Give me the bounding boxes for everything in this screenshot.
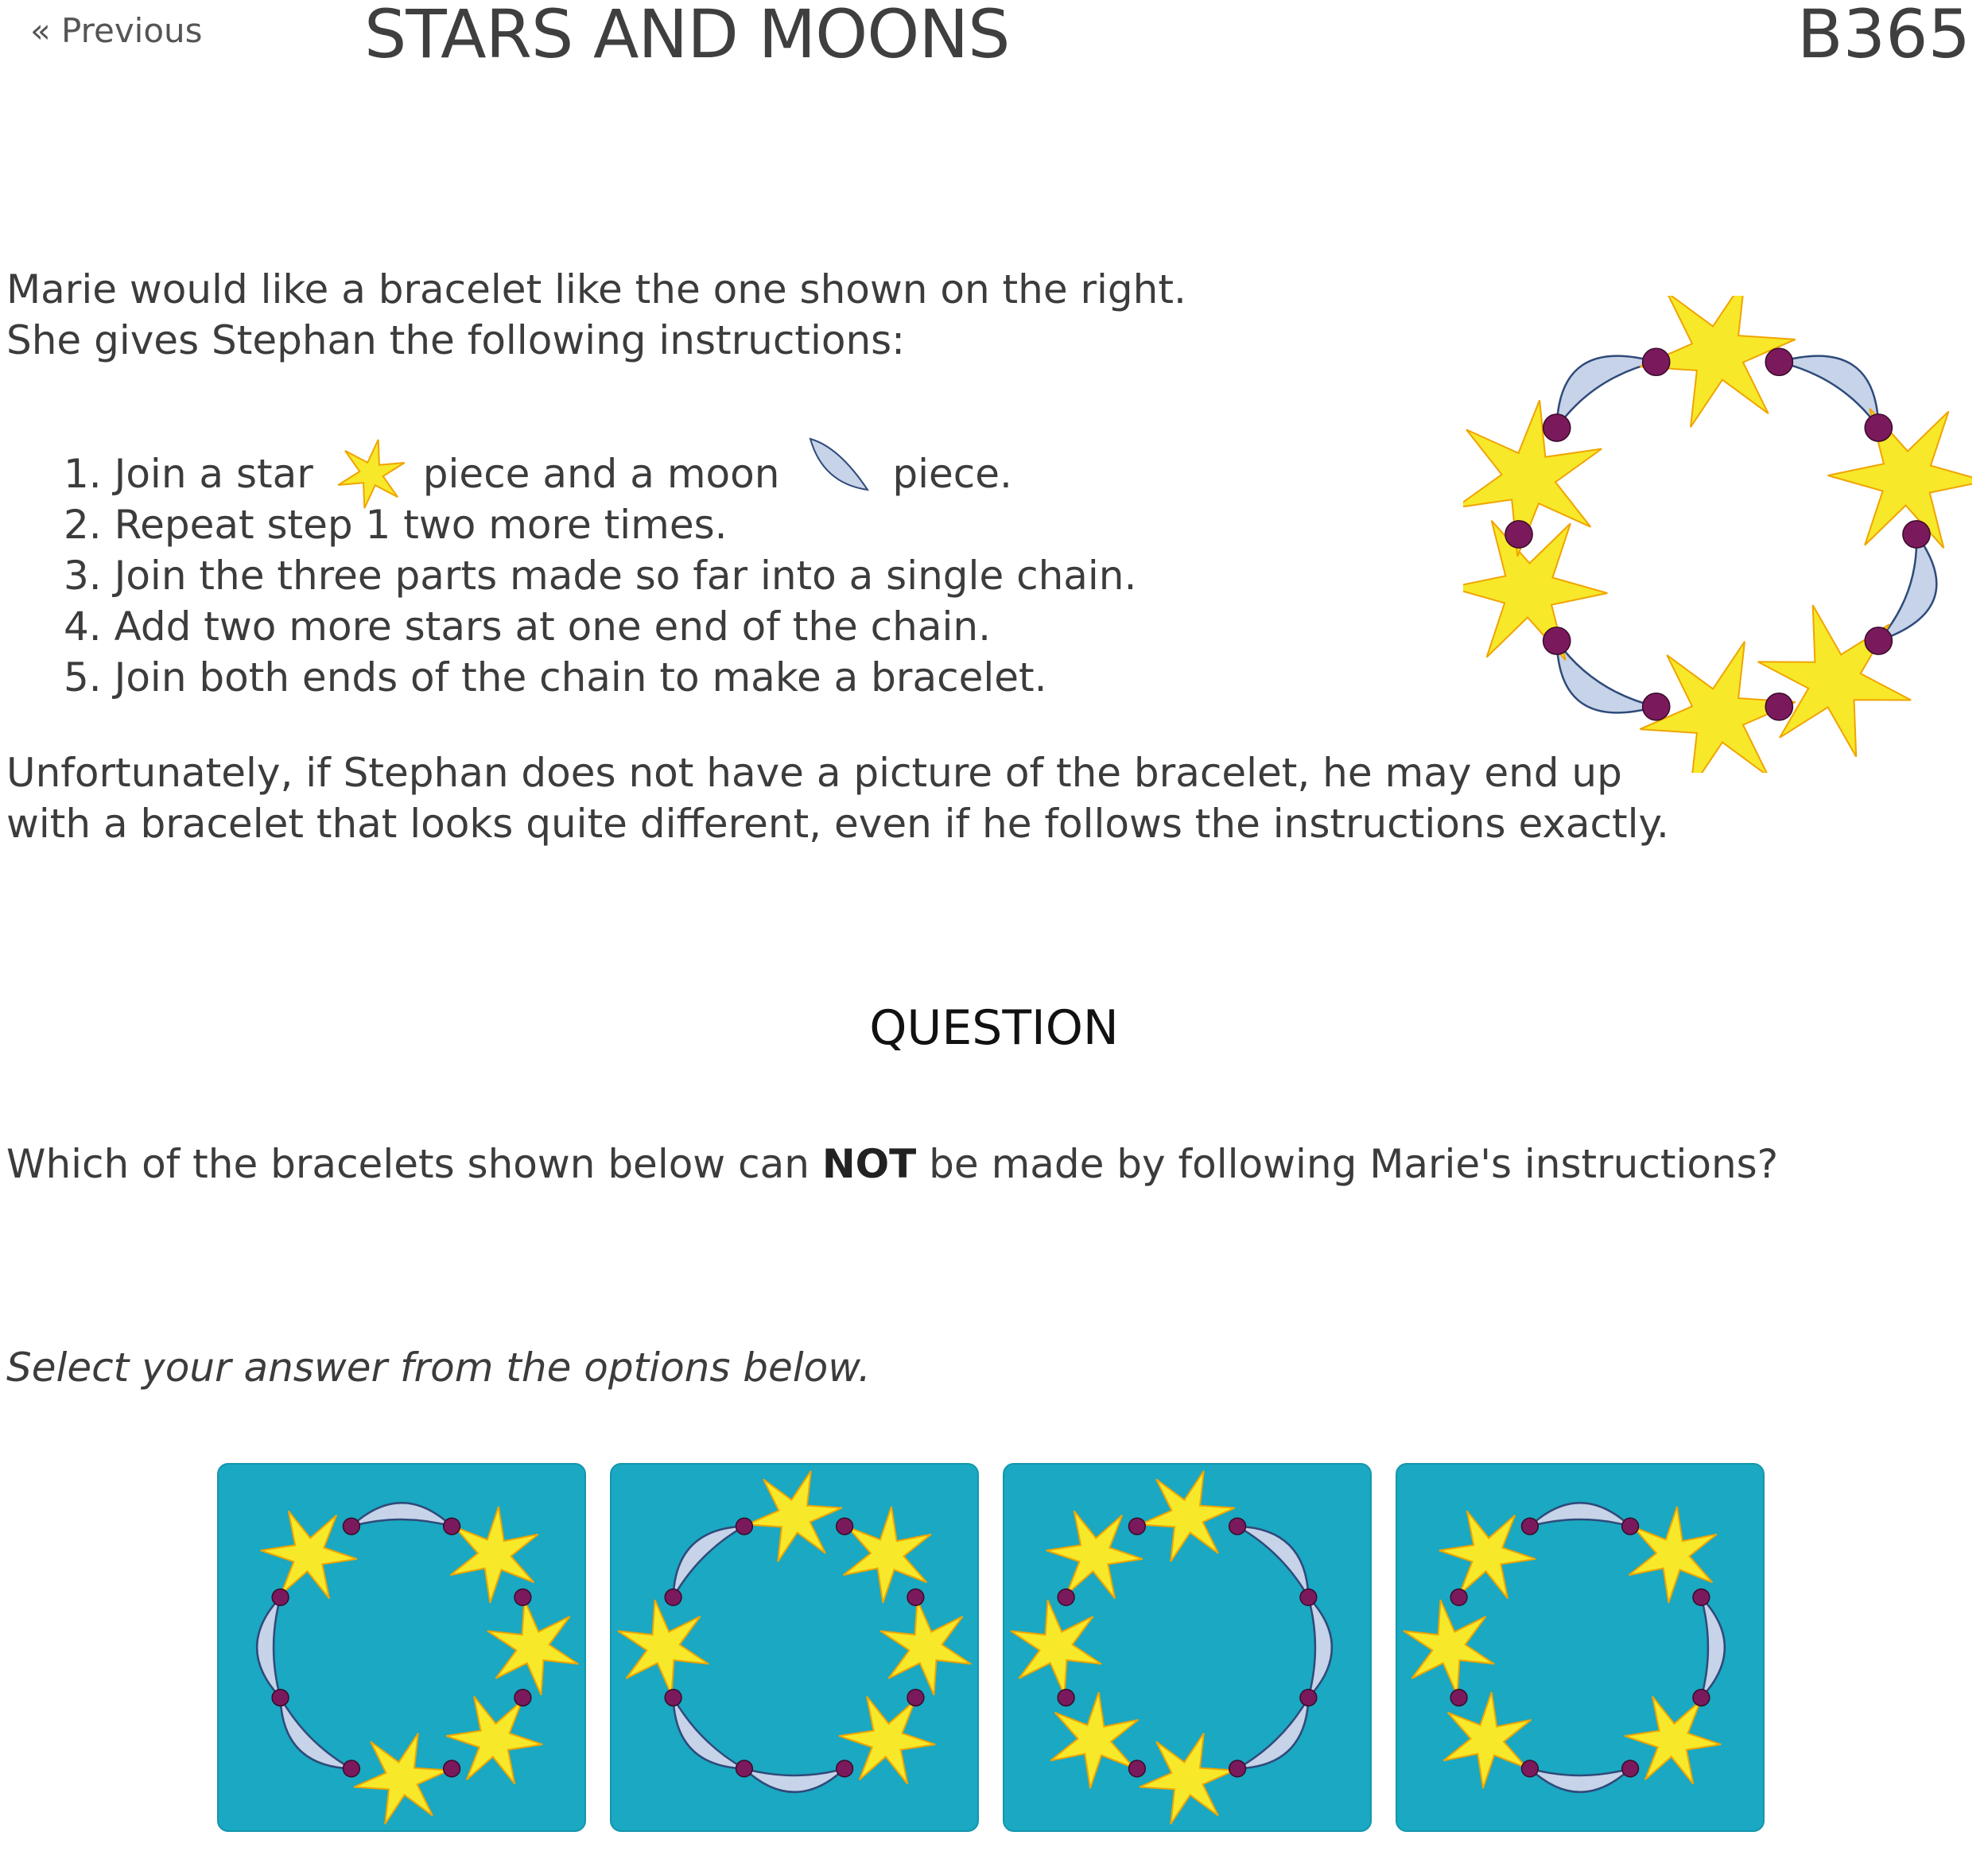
- star-piece: [1404, 1600, 1494, 1695]
- answer-option-4[interactable]: [1396, 1463, 1765, 1832]
- star-piece: [880, 1600, 971, 1695]
- star-piece: [446, 1697, 542, 1784]
- joint-dot: [1300, 1589, 1317, 1606]
- star-piece: [451, 1507, 538, 1603]
- joint-dot: [736, 1518, 753, 1535]
- joint-dot: [1643, 348, 1670, 375]
- option-1-bracelet: [219, 1465, 584, 1830]
- star-piece: [1828, 409, 1972, 548]
- moon-piece-icon: [794, 434, 881, 514]
- star-piece: [1629, 1507, 1717, 1603]
- moon-piece: [1237, 1527, 1308, 1597]
- option-2-bracelet: [612, 1465, 977, 1830]
- joint-dot: [1543, 627, 1571, 654]
- star-piece: [1463, 521, 1607, 660]
- example-bracelet: [1463, 296, 1972, 773]
- moon-piece: [744, 1768, 845, 1791]
- answer-option-1[interactable]: [217, 1463, 586, 1832]
- joint-dot: [514, 1690, 531, 1706]
- question-text-after: be made by following Marie's instructions?: [916, 1141, 1779, 1187]
- joint-dot: [1865, 414, 1892, 441]
- joint-dot: [344, 1518, 360, 1535]
- task-code: B365: [1797, 0, 1971, 73]
- moon-piece: [1779, 356, 1878, 428]
- star-piece: [1758, 605, 1912, 757]
- joint-dot: [1300, 1690, 1317, 1706]
- moon-piece: [1557, 641, 1656, 712]
- step-3: 3. Join the three parts made so far into a single chain.: [64, 553, 1137, 599]
- star-piece: [844, 1507, 931, 1603]
- step-1-text-b: piece and a moon: [422, 451, 780, 497]
- joint-dot: [1693, 1589, 1710, 1606]
- joint-dot: [1765, 693, 1792, 720]
- outro-line-2: with a bracelet that looks quite different, even if he follows the instructions exactly.: [6, 801, 1669, 847]
- moon-piece: [1308, 1597, 1331, 1698]
- intro-line-1: Marie would like a bracelet like the one shown on the right.: [6, 266, 1186, 312]
- joint-dot: [514, 1589, 531, 1606]
- joint-dot: [1229, 1518, 1246, 1535]
- joint-dot: [444, 1518, 460, 1535]
- step-4: 4. Add two more stars at one end of the chain.: [64, 603, 991, 650]
- joint-dot: [1643, 693, 1670, 720]
- moon-piece: [1237, 1698, 1308, 1768]
- joint-dot: [1229, 1760, 1246, 1777]
- star-piece: [1439, 1511, 1536, 1598]
- joint-dot: [1765, 348, 1792, 375]
- moon-piece: [1530, 1503, 1630, 1526]
- moon-piece: [674, 1698, 744, 1768]
- joint-dot: [736, 1760, 753, 1777]
- joint-dot: [272, 1690, 289, 1706]
- star-piece: [1011, 1600, 1101, 1695]
- star-piece: [1046, 1511, 1143, 1598]
- joint-dot: [1903, 521, 1930, 548]
- instruction-steps: [64, 448, 1136, 703]
- star-piece: [261, 1511, 357, 1598]
- step-1: [64, 448, 1136, 499]
- question-text: [6, 1139, 1778, 1189]
- intro-text: [6, 264, 1186, 366]
- intro-line-2: She gives Stephan the following instructions:: [6, 317, 906, 363]
- joint-dot: [1622, 1760, 1639, 1777]
- moon-piece: [1530, 1768, 1630, 1791]
- answer-instruction: Select your answer from the options below.: [6, 1345, 871, 1391]
- moon-piece: [1701, 1597, 1724, 1698]
- star-piece: [487, 1600, 578, 1695]
- moon-piece: [351, 1503, 452, 1526]
- joint-dot: [1129, 1760, 1146, 1777]
- joint-dot: [837, 1760, 853, 1777]
- joint-dot: [1450, 1589, 1467, 1606]
- star-piece: [839, 1697, 935, 1784]
- star-piece: [1050, 1692, 1138, 1788]
- page-title: STARS AND MOONS: [364, 0, 1010, 73]
- joint-dot: [1522, 1518, 1539, 1535]
- joint-dot: [344, 1760, 360, 1777]
- star-piece: [1625, 1697, 1721, 1784]
- joint-dot: [1522, 1760, 1539, 1777]
- question-text-emphasis: NOT: [821, 1141, 917, 1187]
- step-1-text-a: 1. Join a star: [64, 451, 313, 497]
- star-piece: [618, 1600, 709, 1695]
- moon-piece: [674, 1527, 744, 1597]
- step-1-text-c: piece.: [892, 451, 1012, 497]
- star-piece: [354, 1733, 449, 1824]
- joint-dot: [444, 1760, 460, 1777]
- star-piece: [1140, 1733, 1235, 1824]
- star-piece: [1443, 1692, 1531, 1788]
- moon-piece: [257, 1597, 280, 1698]
- joint-dot: [907, 1589, 924, 1606]
- previous-link[interactable]: « Previous: [30, 11, 203, 50]
- option-3-bracelet: [1004, 1465, 1370, 1830]
- joint-dot: [1505, 521, 1532, 548]
- joint-dot: [1058, 1589, 1074, 1606]
- star-piece: [1140, 1471, 1235, 1562]
- joint-dot: [1058, 1690, 1074, 1706]
- outro-line-1: Unfortunately, if Stephan does not have a picture of the bracelet, he may end up: [6, 750, 1622, 796]
- joint-dot: [1543, 414, 1571, 441]
- joint-dot: [1865, 627, 1892, 654]
- joint-dot: [665, 1589, 681, 1606]
- joint-dot: [907, 1690, 924, 1706]
- star-piece: [747, 1471, 842, 1562]
- step-5: 5. Join both ends of the chain to make a bracelet.: [64, 654, 1047, 700]
- step-2: 2. Repeat step 1 two more times.: [64, 502, 728, 548]
- joint-dot: [1693, 1690, 1710, 1706]
- joint-dot: [837, 1518, 853, 1535]
- joint-dot: [1622, 1518, 1639, 1535]
- answer-option-2[interactable]: [610, 1463, 979, 1832]
- question-text-before: Which of the bracelets shown below can: [6, 1141, 822, 1187]
- option-4-bracelet: [1397, 1465, 1763, 1830]
- joint-dot: [665, 1690, 681, 1706]
- question-heading: QUESTION: [869, 1000, 1119, 1056]
- answer-option-3[interactable]: [1003, 1463, 1372, 1832]
- joint-dot: [1129, 1518, 1146, 1535]
- joint-dot: [272, 1589, 289, 1606]
- outro-text: [6, 747, 1669, 849]
- moon-piece: [281, 1698, 351, 1768]
- joint-dot: [1450, 1690, 1467, 1706]
